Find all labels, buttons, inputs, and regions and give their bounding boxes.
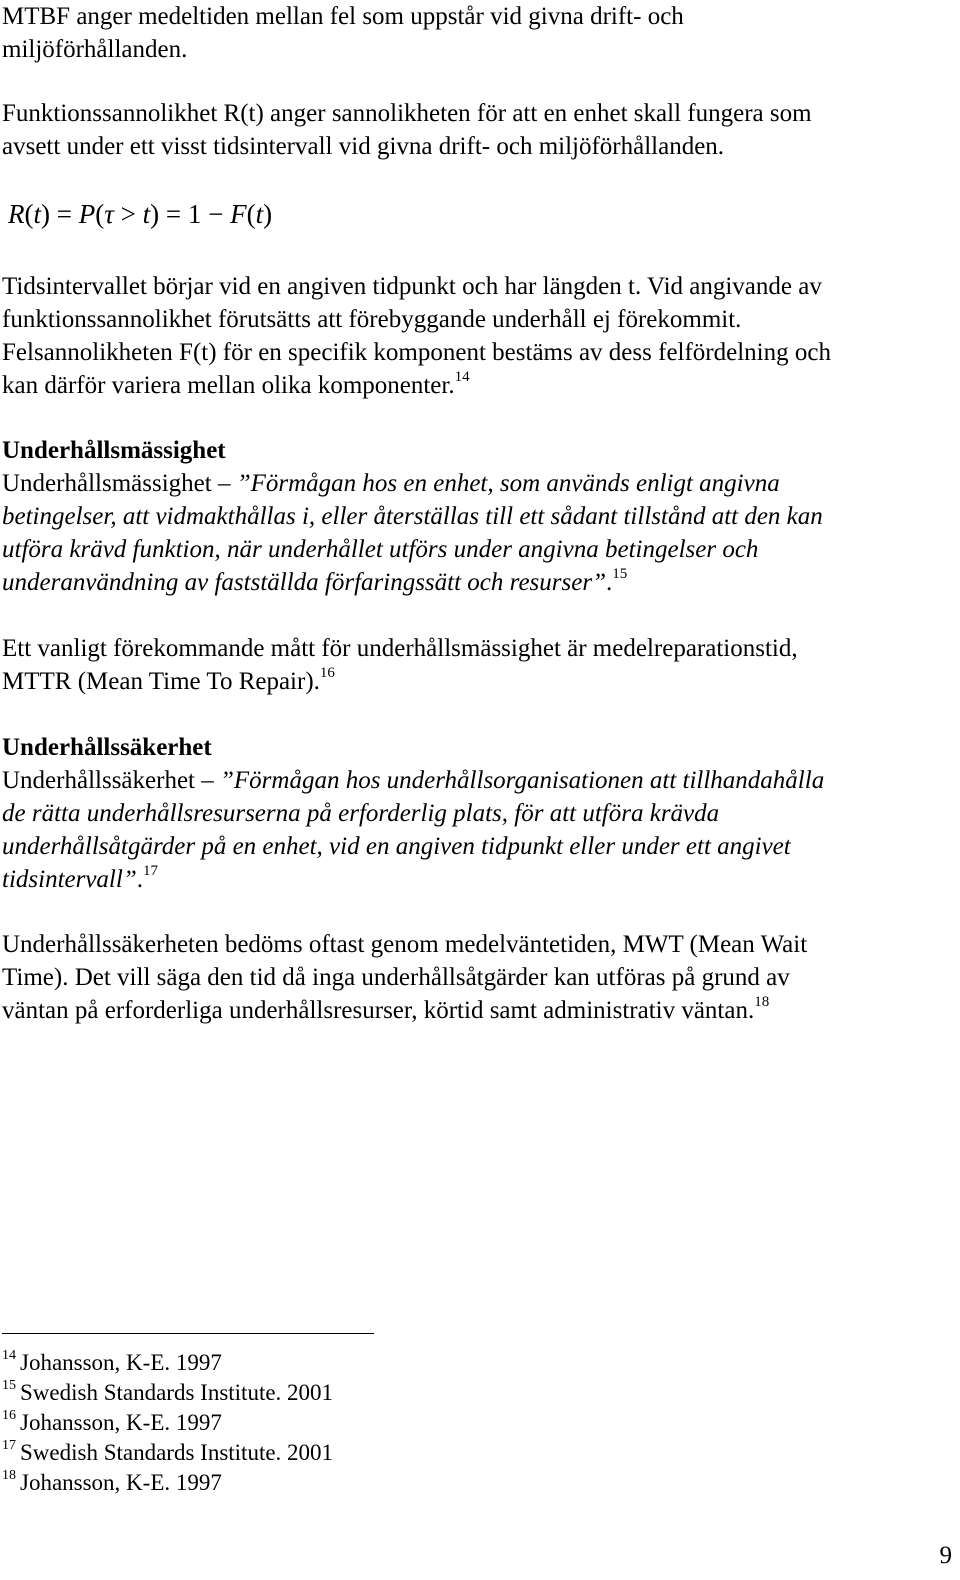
quote-mark: ” — [219, 767, 234, 794]
footnote-ref: 15 — [612, 565, 628, 582]
footnote-ref: 14 — [454, 368, 470, 385]
text-line: Funktionssannolikhet R(t) anger sannolikheten för att en enhet skall fungera som — [2, 100, 812, 127]
text-segment: MTTR (Mean Time To Repair). — [2, 668, 320, 695]
section-heading: Underhållssäkerhet — [2, 734, 212, 761]
text-line: Tidsintervallet börjar vid en angiven tidpunkt och har längden t. Vid angivande av — [2, 273, 822, 300]
paragraph-reliability — [2, 97, 952, 163]
footnote-item — [2, 1408, 333, 1438]
footnote-ref: 16 — [319, 664, 335, 681]
paragraph-mttr — [2, 632, 952, 698]
quote-mark: ” — [592, 569, 606, 596]
text-line: funktionssannolikhet förutsätts att förebyggande underhåll ej förekommit. — [2, 306, 742, 333]
quote-mark: ” — [236, 470, 251, 497]
text-line — [2, 467, 952, 500]
text-line: Time). Det vill säga den tid då inga underhållsåtgärder kan utföras på grund av — [2, 964, 790, 991]
footnote-number: 16 — [2, 1408, 16, 1424]
text-line: betingelser, att vidmakthållas i, eller återställas till ett sådant tillstånd att den kan — [2, 503, 823, 530]
definition-text: underanvändning av fastställda förfaringssätt och resurser — [2, 569, 593, 596]
formula-p: P — [78, 199, 96, 229]
text-line: tidsintervall”.$^{17}$ — [2, 862, 158, 893]
footnote-ref: 18 — [754, 993, 770, 1010]
text-line: MTBF anger medeltiden mellan fel som uppstår vid givna drift- och — [2, 3, 684, 30]
text-line: miljöförhållanden. — [2, 36, 188, 63]
section-heading: Underhållsmässighet — [2, 437, 226, 464]
footnote-number: 15 — [2, 1378, 16, 1394]
footnote-text: Johansson, K-E. 1997 — [20, 1410, 222, 1435]
text-line: underanvändning av fastställda förfaringssätt och resurser”.$^{15}$ — [2, 565, 628, 596]
section-maintainability — [2, 434, 952, 599]
formula-one: 1 — [187, 199, 202, 229]
page-number: 9 — [939, 1542, 952, 1569]
footnote-text: Johansson, K-E. 1997 — [20, 1350, 222, 1375]
definition-text: Förmågan hos underhållsorganisationen att tillhandahålla — [233, 767, 825, 794]
dash: – — [217, 470, 231, 497]
footnote-text: Swedish Standards Institute. 2001 — [20, 1440, 334, 1465]
quote-mark: ” — [122, 866, 137, 893]
formula-tau: τ — [104, 199, 114, 229]
text-line: de rätta underhållsresurserna på erforderlig plats, för att utföra krävda — [2, 800, 720, 827]
formula-t: t — [255, 199, 264, 229]
text-segment: kan därför variera mellan olika komponenter. — [2, 372, 455, 399]
footnote-item — [2, 1438, 333, 1468]
formula-r: R — [8, 199, 25, 229]
reliability-formula: R(t) = P(τ > t) = 1 − F(t) — [8, 199, 273, 229]
text-line: avsett under ett visst tidsintervall vid givna drift- och miljöförhållanden. — [2, 133, 725, 160]
text-line: underhållsåtgärder på en enhet, vid en angiven tidpunkt eller under ett angivet — [2, 833, 791, 860]
text-line: utföra krävd funktion, när underhållet utförs under angivna betingelser och — [2, 536, 759, 563]
text-line — [2, 369, 952, 402]
formula-f: F — [230, 199, 247, 229]
text-line — [2, 665, 952, 698]
footnote-text: Johansson, K-E. 1997 — [20, 1470, 222, 1495]
footnote-number: 14 — [2, 1348, 16, 1364]
footnote-number: 17 — [2, 1438, 16, 1454]
paragraph-mwt — [2, 928, 952, 1027]
footnote-number: 18 — [2, 1468, 16, 1484]
term: Underhållssäkerhet — [2, 767, 195, 794]
footnote-item — [2, 1378, 333, 1408]
definition-text: tidsintervall — [2, 866, 123, 893]
footnote-item — [2, 1468, 333, 1498]
footnote-separator — [2, 1333, 374, 1334]
text-line: Felsannolikheten F(t) för en specifik komponent bestäms av dess felfördelning och — [2, 339, 831, 366]
paragraph-mtbf — [2, 0, 952, 66]
dash: – — [201, 767, 214, 794]
paragraph-interval — [2, 270, 952, 402]
text-segment: väntan på erforderliga underhållsresurser, körtid samt administrativ väntan. — [2, 997, 755, 1024]
term: Underhållsmässighet — [2, 470, 212, 497]
footnote-text: Swedish Standards Institute. 2001 — [20, 1380, 334, 1405]
text-line: Ett vanligt förekommande mått för underhållsmässighet är medelreparationstid, — [2, 635, 798, 662]
text-line: Underhållssäkerheten bedöms oftast genom medelväntetiden, MWT (Mean Wait — [2, 931, 808, 958]
footnote-item — [2, 1348, 333, 1378]
footnote-ref: 17 — [142, 862, 158, 879]
section-maintenance-support — [2, 731, 952, 896]
formula-t: t — [33, 199, 42, 229]
text-line — [2, 994, 952, 1027]
footnotes — [2, 1348, 333, 1498]
definition-text: Förmågan hos en enhet, som används enligt angivna — [250, 470, 780, 497]
text-line — [2, 764, 952, 797]
formula-t: t — [142, 199, 151, 229]
